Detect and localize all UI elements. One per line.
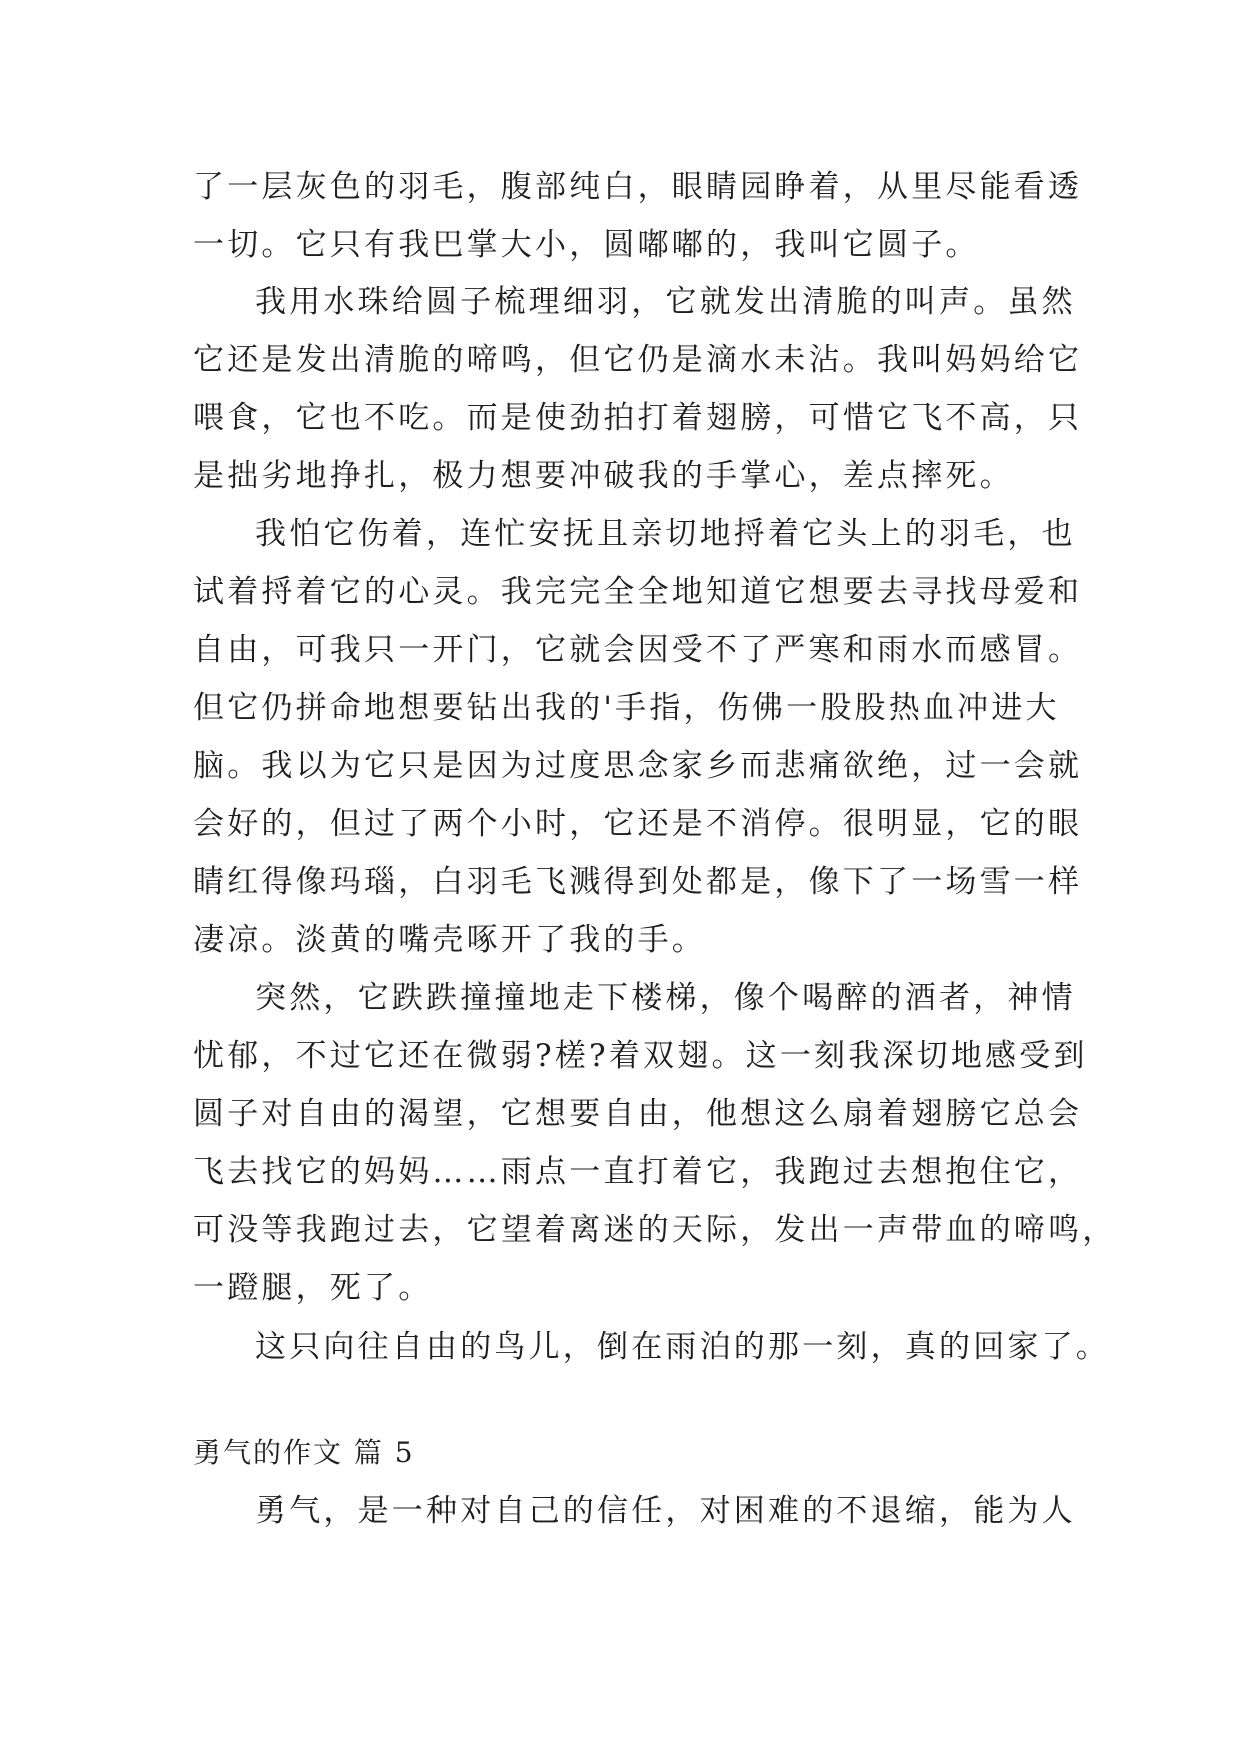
paragraph-3-line-7: 睛红得像玛瑙，白羽毛飞溅得到处都是，像下了一场雪一样: [193, 864, 1083, 900]
paragraph-4-line-3: 圆子对自由的渴望，它想要自由，他想这么扇着翅膀它总会: [193, 1096, 1083, 1132]
closing-paragraph-line-1: 勇气，是一种对自己的信任，对困难的不退缩，能为人: [255, 1493, 1076, 1529]
paragraph-2-line-2: 它还是发出清脆的啼鸣，但它仍是滴水未沾。我叫妈妈给它: [193, 342, 1083, 378]
paragraph-4-line-5: 可没等我跑过去，它望着离迷的天际，发出一声带血的啼鸣，: [193, 1212, 1117, 1248]
paragraph-3-line-2: 试着捋着它的心灵。我完完全全地知道它想要去寻找母爱和: [193, 574, 1083, 610]
paragraph-4-line-4: 飞去找它的妈妈……雨点一直打着它，我跑过去想抱住它，: [193, 1154, 1083, 1190]
paragraph-1-line-1: 了一层灰色的羽毛，腹部纯白，眼睛园睁着，从里尽能看透: [193, 169, 1083, 205]
paragraph-1-line-2: 一切。它只有我巴掌大小，圆嘟嘟的，我叫它圆子。: [193, 227, 980, 263]
paragraph-4-line-6: 一蹬腿，死了。: [193, 1270, 433, 1306]
paragraph-3-line-5: 脑。我以为它只是因为过度思念家乡而悲痛欲绝，过一会就: [193, 748, 1083, 784]
paragraph-3-line-6: 会好的，但过了两个小时，它还是不消停。很明显，它的眼: [193, 806, 1083, 842]
paragraph-3-line-8: 凄凉。淡黄的嘴壳啄开了我的手。: [193, 922, 706, 958]
paragraph-3-line-1: 我怕它伤着，连忙安抚且亲切地捋着它头上的羽毛，也: [255, 516, 1076, 552]
paragraph-5-line-1: 这只向往自由的鸟儿，倒在雨泊的那一刻，真的回家了。: [255, 1329, 1110, 1365]
paragraph-2-line-4: 是拙劣地挣扎，极力想要冲破我的手掌心，差点摔死。: [193, 458, 1014, 494]
paragraph-2-line-3: 喂食，它也不吃。而是使劲拍打着翅膀，可惜它飞不高，只: [193, 400, 1083, 436]
paragraph-3-line-4: 但它仍拼命地想要钻出我的'手指，伤佛一股股热血冲进大: [193, 690, 1060, 726]
paragraph-4-line-1: 突然，它跌跌撞撞地走下楼梯，像个喝醉的酒者，神情: [255, 980, 1076, 1016]
paragraph-3-line-3: 自由，可我只一开门，它就会因受不了严寒和雨水而感冒。: [193, 632, 1083, 668]
paragraph-4-line-2: 忧郁，不过它还在微弱?槎?着双翅。这一刻我深切地感受到: [193, 1038, 1088, 1074]
section-heading: 勇气的作文 篇 5: [193, 1436, 415, 1469]
paragraph-2-line-1: 我用水珠给圆子梳理细羽，它就发出清脆的叫声。虽然: [255, 284, 1076, 320]
